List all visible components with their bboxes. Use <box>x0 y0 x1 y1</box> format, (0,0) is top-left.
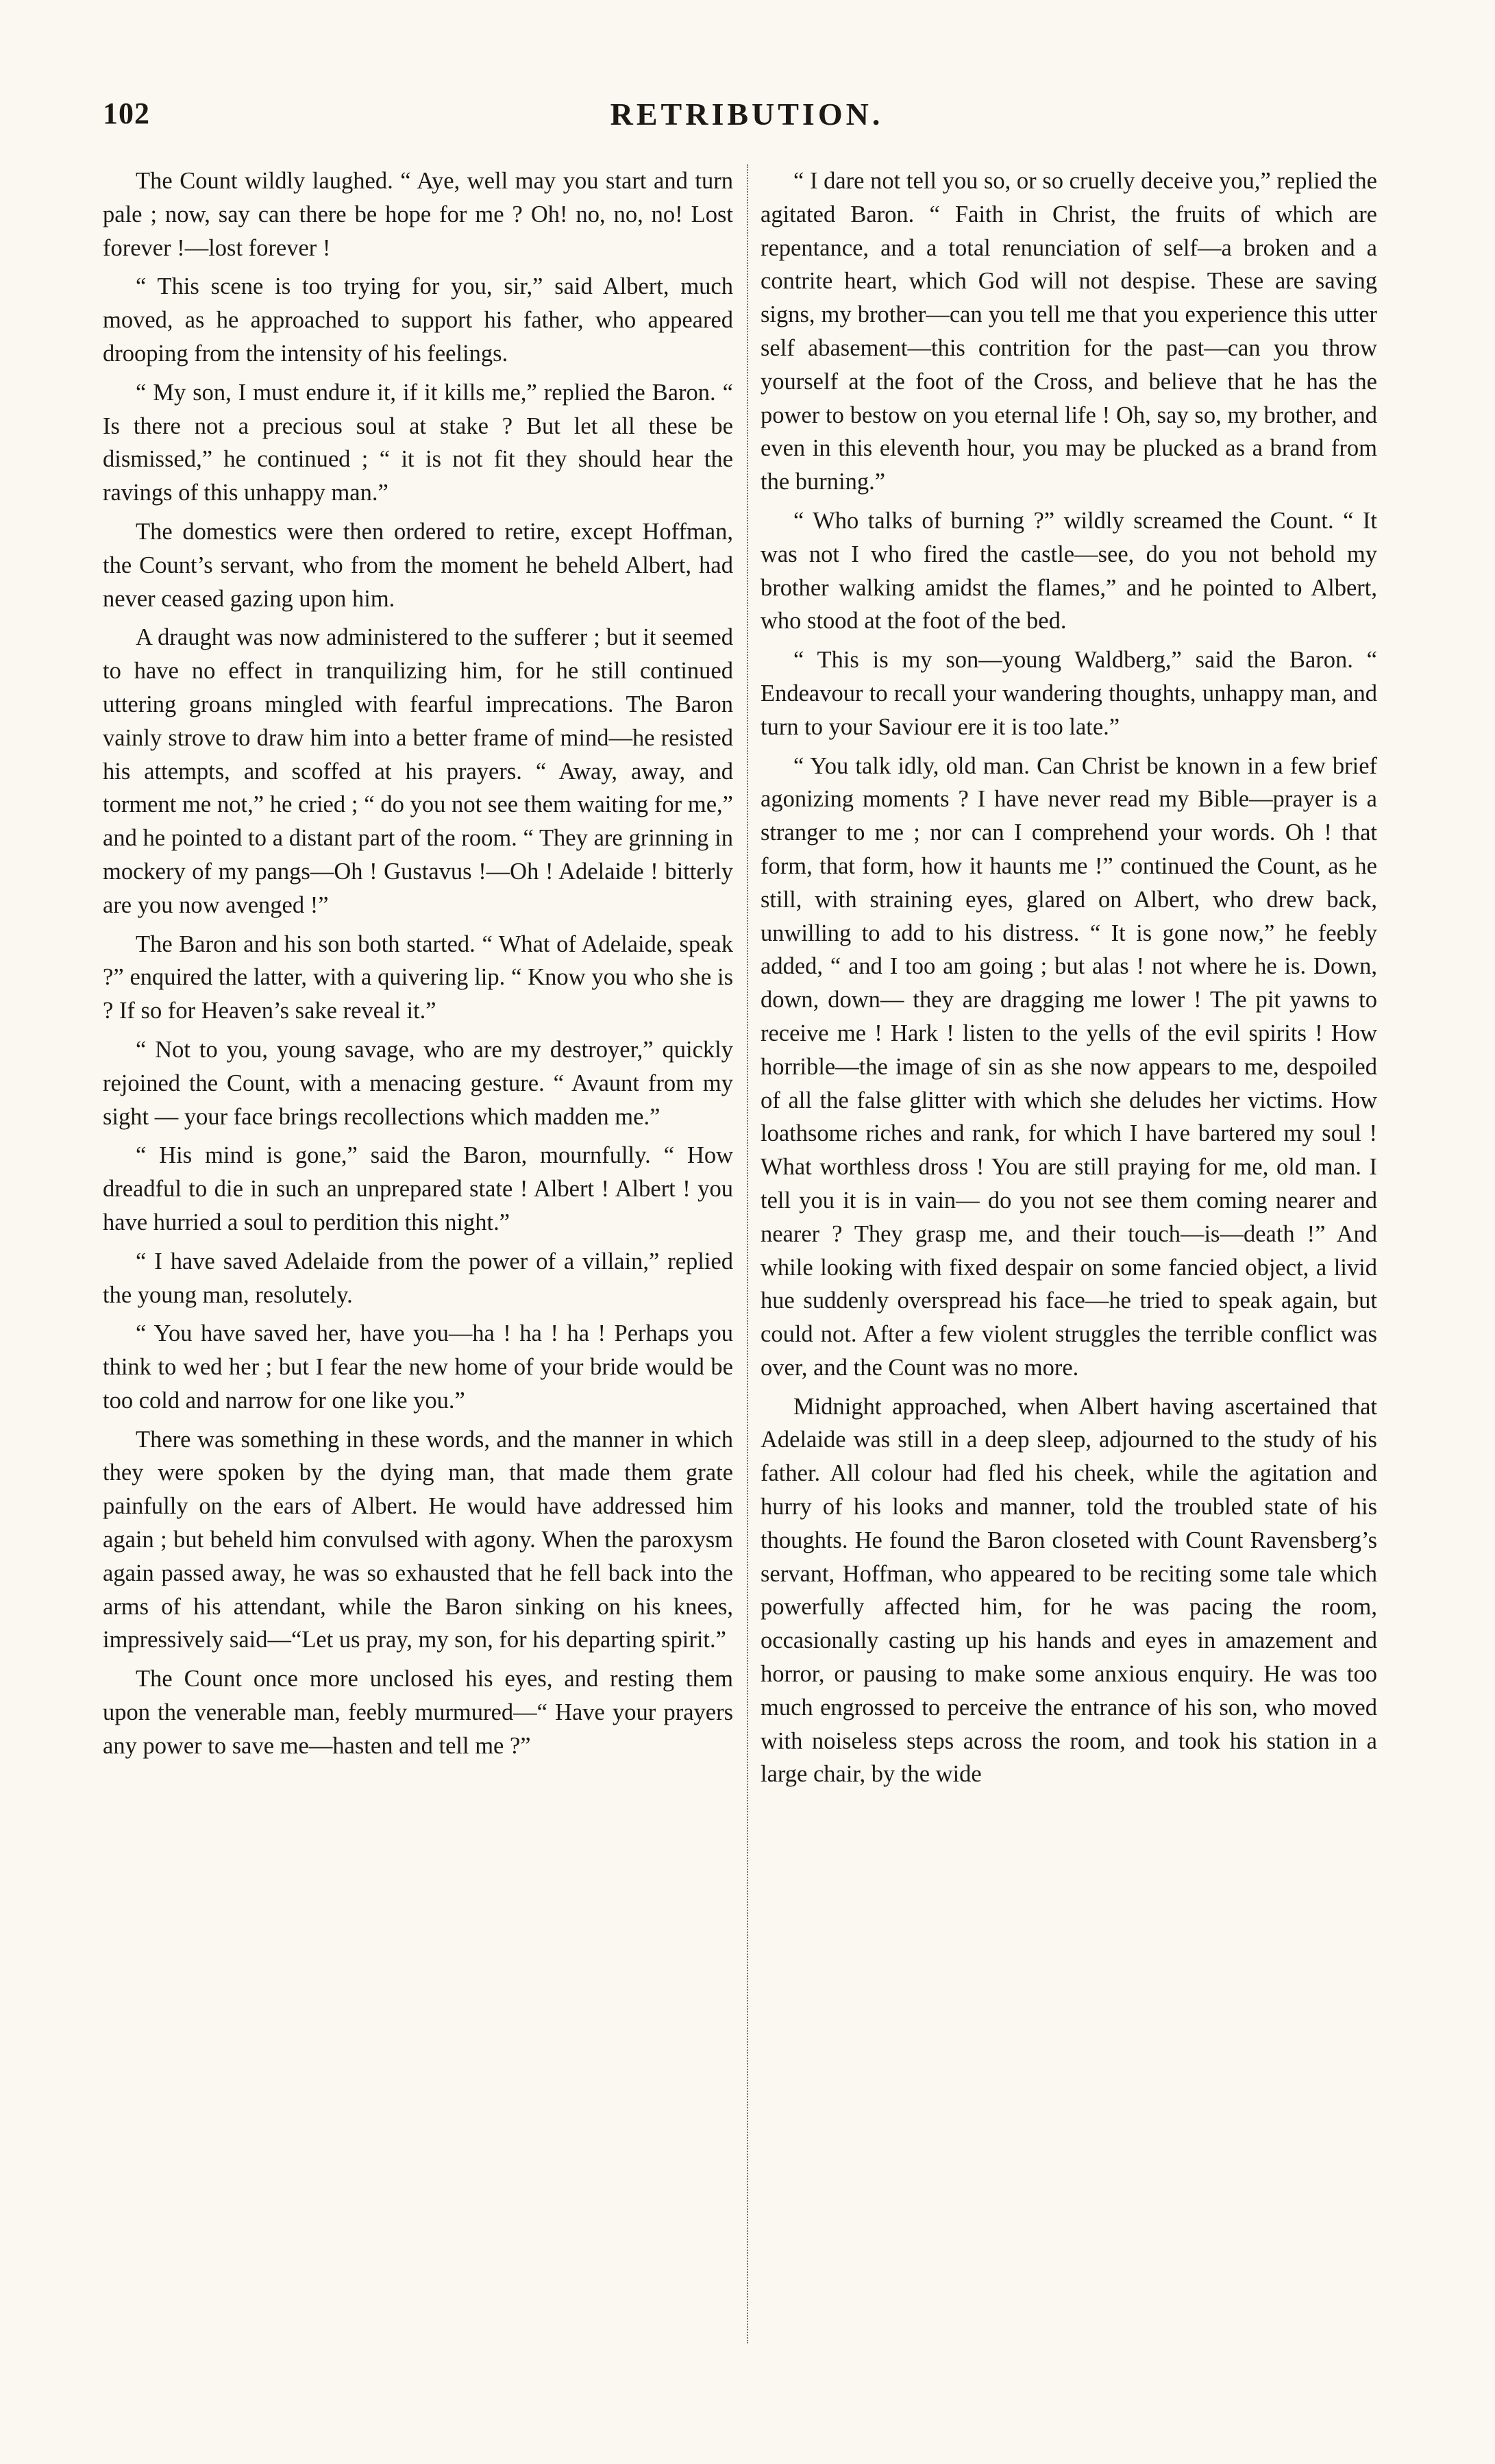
paragraph: “ Who talks of burning ?” wildly screamed the Count. “ It was not I who fired the castle—see, do you not behold my brother walking amidst the flames,” and he pointed to Albert, who stood at the foot of the bed. <box>761 507 1377 635</box>
paragraph: “ This scene is too trying for you, sir,” said Albert, much moved, as he approached to support his father, who appeared drooping from the intensity of his feelings. <box>103 273 733 367</box>
paragraph: “ This is my son—young Waldberg,” said the Baron. “ Endeavour to recall your wandering thoughts, unhappy man, and turn to your Saviour ere it is too late.” <box>761 647 1377 740</box>
paragraph: The Count wildly laughed. “ Aye, well may you start and turn pale ; now, say can there be hope for me ? Oh! no, no, no! Lost forever !—lost forever ! <box>103 168 733 261</box>
paragraph: There was something in these words, and the manner in which they were spoken by the dying man, that made them grate painfully on the ears of Albert. He would have addressed him again ; but beheld him convulsed with agony. When the paroxysm again passed away, he was so exhausted that he fell back into the arms of his attendant, while the Baron sinking on his knees, impressively said—“Let us pray, my son, for his departing spirit.” <box>103 1426 733 1653</box>
paragraph: “ You have saved her, have you—ha ! ha ! ha ! Perhaps you think to wed her ; but I fear the new home of your bride would be too cold and narrow for one like you.” <box>103 1320 733 1414</box>
paragraph: The Count once more unclosed his eyes, and resting them upon the venerable man, feebly murmured—“ Have your prayers any power to save me—hasten and tell me ?” <box>103 1666 733 1759</box>
paragraph: A draught was now administered to the sufferer ; but it seemed to have no effect in tranquilizing him, for he still continued uttering groans mingled with fearful imprecations. The Baron vainly strove to draw him into a better frame of mind—he resisted his attempts, and scoffed at his prayers. “ Away, away, and torment me not,” he cried ; “ do you not see them waiting for me,” and he pointed to a distant part of the room. “ They are grinning in mockery of my pangs—Oh ! Gustavus !—Oh ! Adelaide ! bitterly are you now avenged !” <box>103 624 733 918</box>
paragraph: “ My son, I must endure it, if it kills me,” replied the Baron. “ Is there not a precious soul at stake ? But let all these be dismissed,” he continued ; “ it is not fit they should hear the ravings of this unhappy man.” <box>103 379 733 506</box>
paragraph: “ His mind is gone,” said the Baron, mournfully. “ How dreadful to die in such an unprepared state ! Albert ! Albert ! you have hurried a soul to perdition this night.” <box>103 1142 733 1235</box>
column-divider <box>747 164 748 2343</box>
paragraph: “ I have saved Adelaide from the power of a villain,” replied the young man, resolutely. <box>103 1248 733 1308</box>
paragraph: “ Not to you, young savage, who are my destroyer,” quickly rejoined the Count, with a menacing gesture. “ Avaunt from my sight — your face brings recollections which madden me.” <box>103 1036 733 1130</box>
right-column <box>761 164 1377 2405</box>
paragraph: Midnight approached, when Albert having ascertained that Adelaide was still in a deep sleep, adjourned to the study of his father. All colour had fled his cheek, while the agitation and hurry of his looks and manner, told the troubled state of his thoughts. He found the Baron closeted with Count Ravensberg’s servant, Hoffman, who appeared to be reciting some tale which powerfully affected him, for he was pacing the room, occasionally casting up his hands and eyes in amazement and horror, or pausing to make some anxious enquiry. He was too much engrossed to perceive the entrance of his son, who moved with noiseless steps across the room, and took his station in a large chair, by the wide <box>761 1393 1377 1788</box>
page-number: 102 <box>103 97 150 130</box>
page-header <box>103 96 1391 144</box>
paragraph: The Baron and his son both started. “ What of Adelaide, speak ?” enquired the latter, with a quivering lip. “ Know you who she is ? If so for Heaven’s sake reveal it.” <box>103 931 733 1024</box>
paragraph: “ I dare not tell you so, or so cruelly deceive you,” replied the agitated Baron. “ Faith in Christ, the fruits of which are repentance, and a total renunciation of self—a broken and a contrite heart, which God will not despise. These are saving signs, my brother—can you tell me that you experience this utter self abasement—this contrition for the past—can you throw yourself at the foot of the Cross, and believe that he has the power to bestow on you eternal life ! Oh, say so, my brother, and even in this eleventh hour, you may be plucked as a brand from the burning.” <box>761 168 1377 495</box>
left-column <box>103 164 733 2405</box>
paragraph: “ You talk idly, old man. Can Christ be known in a few brief agonizing moments ? I have never read my Bible—prayer is a stranger to me ; nor can I comprehend your words. Oh ! that form, that form, how it haunts me !” continued the Count, as he still, with straining eyes, glared on Albert, who drew back, unwilling to add to his distress. “ It is gone now,” he feebly added, “ and I too am going ; but alas ! not where he is. Down, down, down— they are dragging me lower ! The pit yawns to receive me ! Hark ! listen to the yells of the evil spirits ! How horrible—the image of sin as she now appears to me, despoiled of all the false glitter with which she deludes her victims. How loathsome riches and rank, for which I have bartered my soul ! What worthless dross ! You are still praying for me, old man. I tell you it is in vain— do you not see them coming nearer and nearer ? They grasp me, and their touch—is—death !” And while looking with fixed despair on some fancied object, a livid hue suddenly overspread his face—he tried to speak again, but could not. After a few violent struggles the terrible conflict was over, and the Count was no more. <box>761 752 1377 1381</box>
running-title: RETRIBUTION. <box>610 97 884 132</box>
paragraph: The domestics were then ordered to retire, except Hoffman, the Count’s servant, who from the moment he beheld Albert, had never ceased gazing upon him. <box>103 518 733 612</box>
